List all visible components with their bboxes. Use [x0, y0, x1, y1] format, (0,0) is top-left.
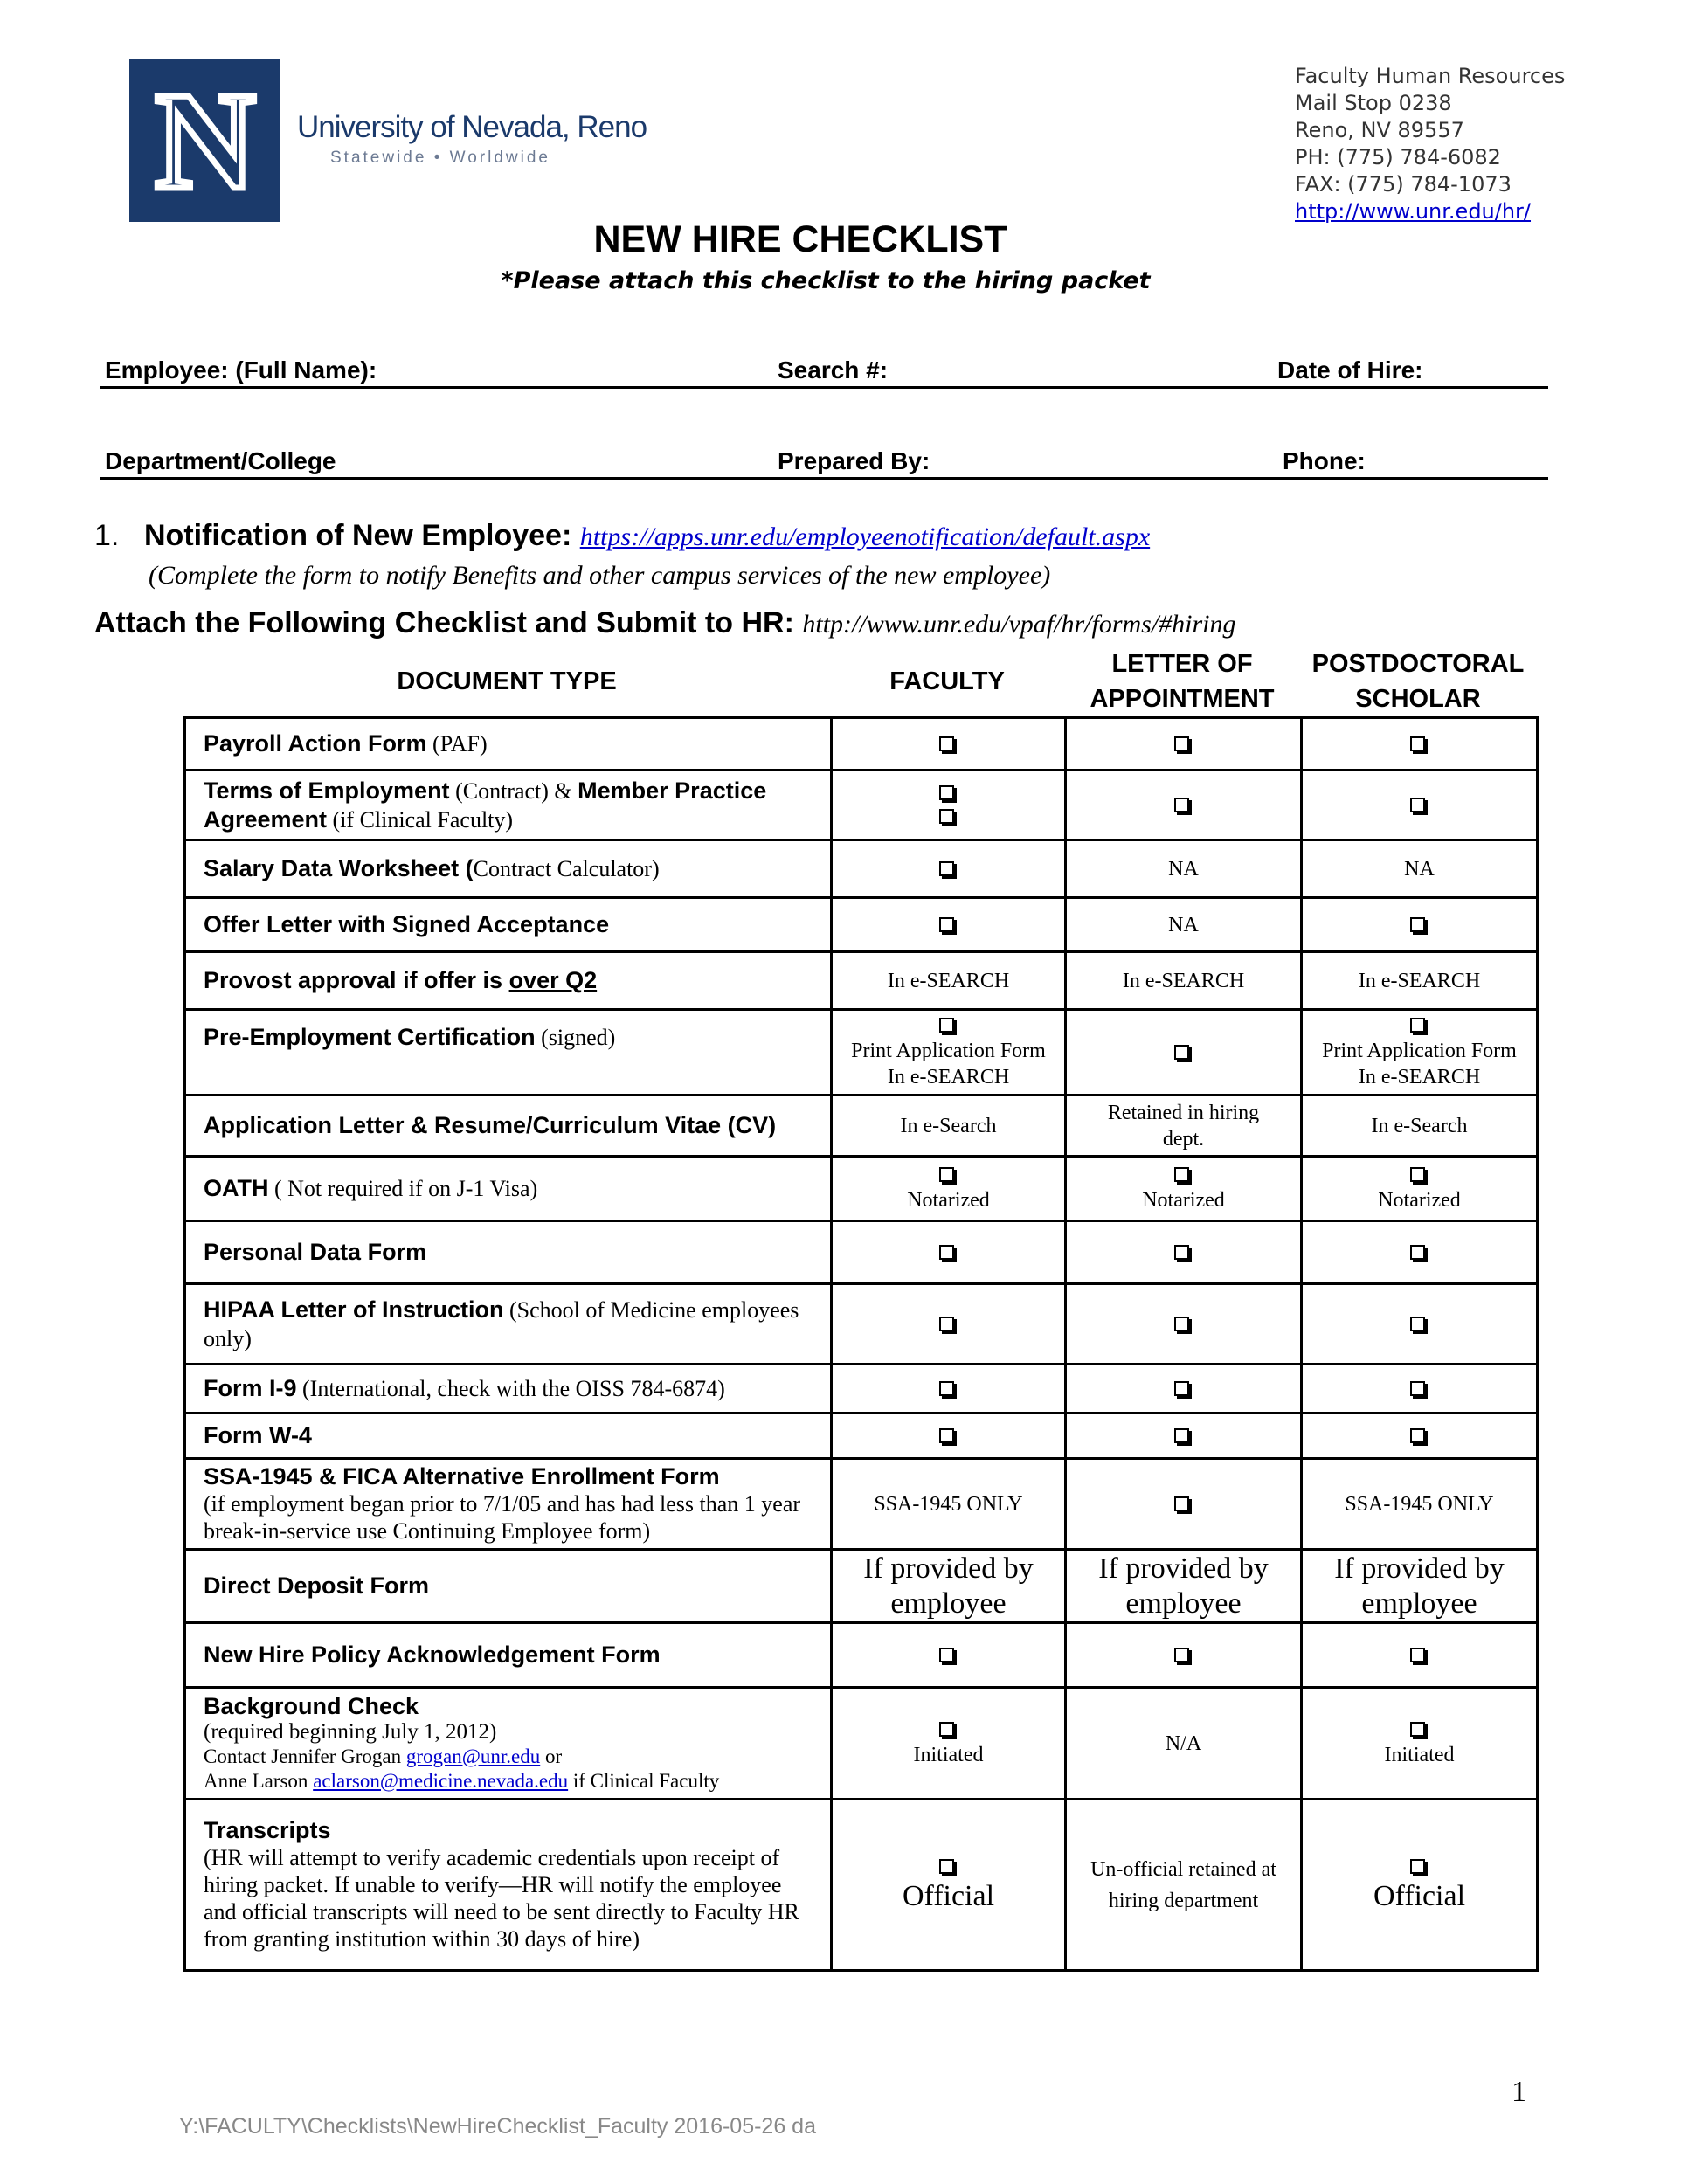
col-header-loa-line1: LETTER OF [1111, 650, 1253, 678]
postdoc-cell[interactable] [1302, 718, 1538, 771]
contact-url-link[interactable]: http://www.unr.edu/hr/ [1295, 199, 1532, 224]
checkbox-icon[interactable] [1174, 1167, 1189, 1182]
checkbox-icon[interactable] [1174, 1648, 1189, 1662]
loa-cell[interactable]: Notarized [1066, 1157, 1302, 1221]
doc-type-cell: Transcripts (HR will attempt to verify academic credentials upon receipt of hiring packet. If unable to verify—HR will notify the employee and official transcripts will need to be sent directly to Faculty HR from granting institution within 30 days of hire) [185, 1800, 832, 1971]
checkbox-icon[interactable] [1410, 736, 1425, 751]
table-row [185, 1413, 1538, 1459]
section-notification [94, 519, 1150, 553]
postdoc-cell[interactable] [1302, 898, 1538, 952]
faculty-cell[interactable] [832, 1221, 1066, 1284]
checkbox-icon[interactable] [1410, 798, 1425, 812]
loa-cell[interactable] [1066, 771, 1302, 840]
faculty-cell[interactable] [832, 898, 1066, 952]
checkbox-icon[interactable] [1174, 1496, 1189, 1511]
table-row [185, 1284, 1538, 1365]
table-row [185, 1157, 1538, 1221]
doc-type-cell: Payroll Action Form (PAF) [185, 718, 832, 771]
employee-name-label: Employee: (Full Name): [105, 356, 377, 384]
contact-city: Reno, NV 89557 [1295, 118, 1464, 142]
doc-type-cell: Background Check (required beginning July 1, 2012) Contact Jennifer Grogan grogan@unr.edu or Anne Larson aclarson@medicine.nevada.edu if Clinical Faculty [185, 1688, 832, 1800]
loa-cell[interactable] [1066, 1413, 1302, 1459]
faculty-cell[interactable] [832, 1365, 1066, 1413]
page-title: NEW HIRE CHECKLIST [593, 218, 1007, 260]
postdoc-cell: SSA-1945 ONLY [1302, 1459, 1538, 1550]
postdoc-cell: In e-Search [1302, 1095, 1538, 1157]
col-header-postdoctoral-scholar [1300, 646, 1536, 716]
info-row-department [100, 439, 1548, 480]
checkbox-icon[interactable] [939, 861, 954, 876]
faculty-cell[interactable]: Notarized [832, 1157, 1066, 1221]
doc-type-cell: Form W-4 [185, 1413, 832, 1459]
loa-cell: If provided by employee [1066, 1550, 1302, 1623]
info-row-employee [100, 348, 1548, 389]
faculty-cell[interactable] [832, 1623, 1066, 1688]
col-header-document-type: DOCUMENT TYPE [397, 667, 617, 695]
loa-cell[interactable] [1066, 1221, 1302, 1284]
table-row [185, 1459, 1538, 1550]
doc-type-cell: Personal Data Form [185, 1221, 832, 1284]
checkbox-icon[interactable] [939, 1859, 954, 1874]
checkbox-icon[interactable] [1174, 798, 1189, 812]
checkbox-icon[interactable] [939, 736, 954, 751]
attach-heading-text: Attach the Following Checklist and Submit to HR: [94, 606, 794, 639]
checkbox-icon[interactable] [1410, 1859, 1425, 1874]
loa-cell: Un-official retained at hiring department [1066, 1800, 1302, 1971]
table-row [185, 952, 1538, 1010]
aclarson-email-link[interactable]: aclarson@medicine.nevada.edu [313, 1769, 569, 1792]
grogan-email-link[interactable]: grogan@unr.edu [405, 1745, 541, 1767]
loa-cell[interactable] [1066, 1010, 1302, 1095]
faculty-cell[interactable]: Print Application Form In e-SEARCH [832, 1010, 1066, 1095]
attach-heading [94, 606, 1236, 640]
postdoc-cell[interactable] [1302, 1284, 1538, 1365]
table-row [185, 1221, 1538, 1284]
loa-cell: N/A [1066, 1688, 1302, 1800]
footer-file-path: Y:\FACULTY\Checklists\NewHireChecklist_Faculty 2016-05-26 da [179, 2114, 816, 2139]
postdoc-cell: If provided by employee [1302, 1550, 1538, 1623]
checkbox-icon[interactable] [939, 1722, 954, 1737]
faculty-cell[interactable] [832, 1413, 1066, 1459]
loa-cell: NA [1066, 898, 1302, 952]
employee-notification-link[interactable]: https://apps.unr.edu/employeenotification/default.aspx [579, 522, 1151, 551]
faculty-cell[interactable]: Official [832, 1800, 1066, 1971]
faculty-cell[interactable]: Initiated [832, 1688, 1066, 1800]
faculty-cell[interactable] [832, 771, 1066, 840]
doc-type-cell: SSA-1945 & FICA Alternative Enrollment Form (if employment began prior to 7/1/05 and has had less than 1 year break-in-service use Continuing Employee form) [185, 1459, 832, 1550]
checkbox-icon[interactable] [1410, 1317, 1425, 1331]
faculty-cell: In e-Search [832, 1095, 1066, 1157]
col-header-faculty: FACULTY [889, 667, 1005, 695]
checkbox-icon[interactable] [1410, 917, 1425, 932]
loa-cell[interactable] [1066, 718, 1302, 771]
postdoc-cell: In e-SEARCH [1302, 952, 1538, 1010]
logo-mark: N [155, 63, 254, 218]
doc-type-cell: OATH ( Not required if on J-1 Visa) [185, 1157, 832, 1221]
table-row [185, 1800, 1538, 1971]
contact-phone: PH: (775) 784-6082 [1295, 145, 1501, 169]
checkbox-icon[interactable] [1410, 1245, 1425, 1260]
checkbox-icon[interactable] [1410, 1648, 1425, 1662]
postdoc-cell[interactable]: Notarized [1302, 1157, 1538, 1221]
loa-cell[interactable] [1066, 1365, 1302, 1413]
table-row [185, 1550, 1538, 1623]
checkbox-icon[interactable] [1410, 1381, 1425, 1396]
phone-label: Phone: [1283, 447, 1366, 474]
loa-cell[interactable] [1066, 1623, 1302, 1688]
checkbox-icon[interactable] [939, 809, 954, 824]
checkbox-icon[interactable] [1174, 736, 1189, 751]
table-row [185, 1365, 1538, 1413]
checkbox-icon[interactable] [1174, 1245, 1189, 1260]
table-row [185, 1623, 1538, 1688]
checkbox-icon[interactable] [1174, 1381, 1189, 1396]
table-row [185, 898, 1538, 952]
checkbox-icon[interactable] [939, 1648, 954, 1662]
section-note: (Complete the form to notify Benefits and other campus services of the new employee) [149, 561, 1051, 590]
university-name: University of Nevada, Reno [297, 110, 647, 144]
col-header-loa-line2: APPOINTMENT [1090, 685, 1275, 713]
loa-cell: In e-SEARCH [1066, 952, 1302, 1010]
col-header-letter-of-appointment [1064, 646, 1300, 716]
doc-type-cell: Form I-9 (International, check with the OISS 784-6874) [185, 1365, 832, 1413]
postdoc-cell[interactable] [1302, 771, 1538, 840]
loa-cell: NA [1066, 840, 1302, 898]
contact-fax: FAX: (775) 784-1073 [1295, 172, 1512, 197]
table-row [185, 1688, 1538, 1800]
checkbox-icon[interactable] [1410, 1018, 1425, 1033]
doc-type-cell: Provost approval if offer is over Q2 [185, 952, 832, 1010]
faculty-cell: In e-SEARCH [832, 952, 1066, 1010]
contact-mail-stop: Mail Stop 0238 [1295, 91, 1452, 115]
table-row [185, 718, 1538, 771]
loa-cell: Retained in hiring dept. [1066, 1095, 1302, 1157]
doc-type-cell: Pre-Employment Certification (signed) [185, 1010, 832, 1095]
section-heading: Notification of New Employee: [144, 519, 572, 552]
prepared-by-label: Prepared By: [778, 447, 930, 474]
loa-cell[interactable] [1066, 1284, 1302, 1365]
faculty-cell: If provided by employee [832, 1550, 1066, 1623]
faculty-cell[interactable] [832, 840, 1066, 898]
postdoc-cell[interactable] [1302, 1365, 1538, 1413]
checkbox-icon[interactable] [1174, 1317, 1189, 1331]
department-label: Department/College [105, 447, 336, 474]
table-row [185, 1010, 1538, 1095]
checkbox-icon[interactable] [939, 785, 954, 800]
postdoc-cell[interactable]: Print Application Form In e-SEARCH [1302, 1010, 1538, 1095]
checkbox-icon[interactable] [939, 1428, 954, 1443]
table-row [185, 771, 1538, 840]
date-of-hire-label: Date of Hire: [1277, 356, 1423, 384]
loa-cell[interactable] [1066, 1459, 1302, 1550]
doc-type-cell: Terms of Employment (Contract) & Member Practice Agreement (if Clinical Faculty) [185, 771, 832, 840]
checkbox-icon[interactable] [1174, 1045, 1189, 1060]
checkbox-icon[interactable] [1410, 1167, 1425, 1182]
checkbox-icon[interactable] [939, 1381, 954, 1396]
university-logo [129, 59, 280, 222]
doc-type-cell: Direct Deposit Form [185, 1550, 832, 1623]
checkbox-icon[interactable] [939, 1018, 954, 1033]
doc-type-cell: HIPAA Letter of Instruction (School of Medicine employees only) [185, 1284, 832, 1365]
postdoc-cell[interactable] [1302, 1413, 1538, 1459]
postdoc-cell: NA [1302, 840, 1538, 898]
faculty-cell: SSA-1945 ONLY [832, 1459, 1066, 1550]
checkbox-icon[interactable] [1410, 1722, 1425, 1737]
checkbox-icon[interactable] [939, 917, 954, 932]
faculty-cell[interactable] [832, 718, 1066, 771]
page-number: 1 [1512, 2076, 1526, 2108]
checkbox-icon[interactable] [939, 1317, 954, 1331]
page-subtitle: *Please attach this checklist to the hiring packet [501, 267, 1151, 294]
table-row [185, 1095, 1538, 1157]
doc-type-cell: Application Letter & Resume/Curriculum Vitae (CV) [185, 1095, 832, 1157]
contact-block [1295, 63, 1565, 225]
checkbox-icon[interactable] [1174, 1428, 1189, 1443]
faculty-cell[interactable] [832, 1284, 1066, 1365]
attach-forms-url: http://www.unr.edu/vpaf/hr/forms/#hiring [802, 610, 1236, 639]
postdoc-cell[interactable] [1302, 1623, 1538, 1688]
postdoc-cell[interactable]: Official [1302, 1800, 1538, 1971]
doc-type-cell: Salary Data Worksheet (Contract Calculator) [185, 840, 832, 898]
contact-dept: Faculty Human Resources [1295, 64, 1566, 88]
checklist-table [183, 716, 1539, 1972]
checkbox-icon[interactable] [939, 1245, 954, 1260]
table-row [185, 840, 1538, 898]
postdoc-cell[interactable]: Initiated [1302, 1688, 1538, 1800]
checkbox-icon[interactable] [939, 1167, 954, 1182]
postdoc-cell[interactable] [1302, 1221, 1538, 1284]
section-number: 1. [94, 519, 120, 552]
col-header-postdoc-line2: SCHOLAR [1355, 685, 1481, 713]
doc-type-cell: Offer Letter with Signed Acceptance [185, 898, 832, 952]
doc-type-cell: New Hire Policy Acknowledgement Form [185, 1623, 832, 1688]
checkbox-icon[interactable] [1410, 1428, 1425, 1443]
col-header-postdoc-line1: POSTDOCTORAL [1311, 650, 1525, 678]
university-tagline: Statewide • Worldwide [330, 149, 550, 167]
search-number-label: Search #: [778, 356, 889, 384]
